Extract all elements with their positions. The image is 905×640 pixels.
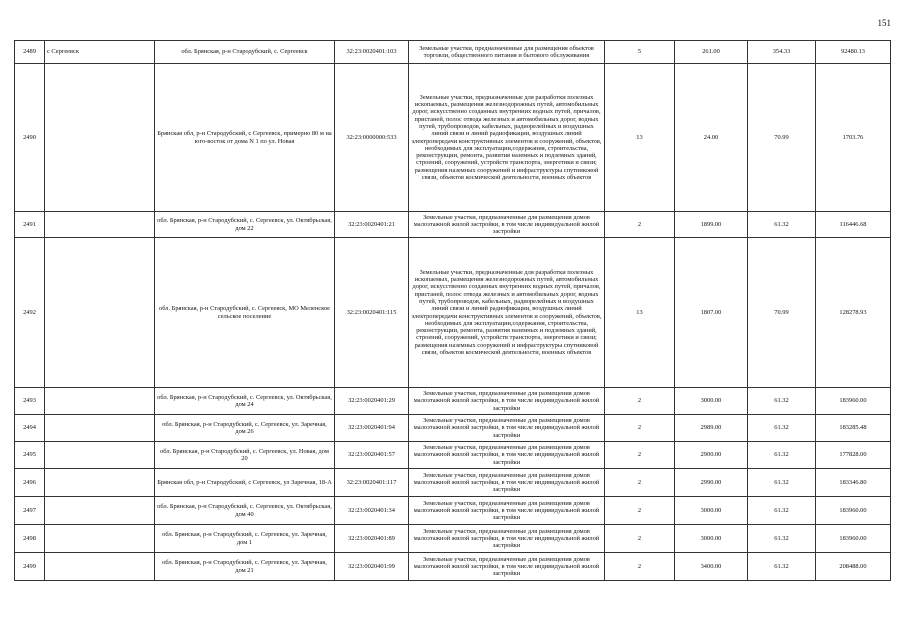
cadastral-number-cell: 32:23:0000000:533: [335, 64, 409, 212]
group-cell: 2: [605, 442, 675, 469]
address-cell: обл. Брянская, р-н Стародубский, с. Сергеевск, ул. Заречная, дом 21: [155, 553, 335, 581]
area-cell: 261.00: [675, 41, 748, 64]
specific-value-cell: 61.32: [748, 442, 816, 469]
specific-value-cell: 61.32: [748, 497, 816, 525]
specific-value-cell: 70.99: [748, 238, 816, 388]
cadastral-value-cell: 183346.80: [816, 469, 891, 497]
locality-cell: [45, 212, 155, 238]
group-cell: 13: [605, 64, 675, 212]
area-cell: 2990.00: [675, 469, 748, 497]
table-row: [15, 525, 891, 553]
table-row: [15, 415, 891, 442]
group-cell: 5: [605, 41, 675, 64]
cadastral-value-cell: 116446.68: [816, 212, 891, 238]
land-use-cell: Земельные участки, предназначенные для размещения домов малоэтажной жилой застройки, в том числе индивидуальной жилой застройки: [409, 212, 605, 238]
cadastral-value-cell: 92480.13: [816, 41, 891, 64]
land-use-cell: Земельные участки, предназначенные для размещения домов малоэтажной жилой застройки, в том числе индивидуальной жилой застройки: [409, 415, 605, 442]
land-use-cell: Земельные участки, предназначенные для размещения домов малоэтажной жилой застройки, в том числе индивидуальной жилой застройки: [409, 553, 605, 581]
cadastral-value-table: [14, 40, 891, 581]
address-cell: обл. Брянская, р-н Стародубский, с. Сергеевск, ул. Новая, дом 20: [155, 442, 335, 469]
table-row: [15, 64, 891, 212]
address-cell: обл. Брянская, р-н Стародубский, с. Сергеевск, ул. Заречная, дом 1: [155, 525, 335, 553]
land-use-cell: Земельные участки, предназначенные для размещения домов малоэтажной жилой застройки, в том числе индивидуальной жилой застройки: [409, 388, 605, 415]
table-row: [15, 442, 891, 469]
cadastral-value-cell: 183960.00: [816, 525, 891, 553]
area-cell: 1807.00: [675, 238, 748, 388]
row-number: 2498: [15, 525, 45, 553]
cadastral-value-cell: 208488.00: [816, 553, 891, 581]
specific-value-cell: 61.32: [748, 388, 816, 415]
cadastral-number-cell: 32:23:0020401:29: [335, 388, 409, 415]
locality-cell: [45, 442, 155, 469]
group-cell: 13: [605, 238, 675, 388]
locality-cell: [45, 238, 155, 388]
specific-value-cell: 61.32: [748, 553, 816, 581]
locality-cell: [45, 469, 155, 497]
area-cell: 1899.00: [675, 212, 748, 238]
cadastral-number-cell: 32:23:0020401:117: [335, 469, 409, 497]
row-number: 2494: [15, 415, 45, 442]
area-cell: 3400.00: [675, 553, 748, 581]
table-row: [15, 388, 891, 415]
area-cell: 3000.00: [675, 497, 748, 525]
row-number: 2489: [15, 41, 45, 64]
table-row: [15, 497, 891, 525]
address-cell: Брянская обл, р-н Стародубский, с Сергеевск, ул Заречная, 18-А: [155, 469, 335, 497]
specific-value-cell: 61.32: [748, 525, 816, 553]
cadastral-value-cell: 128278.93: [816, 238, 891, 388]
group-cell: 2: [605, 415, 675, 442]
group-cell: 2: [605, 469, 675, 497]
specific-value-cell: 61.32: [748, 415, 816, 442]
cadastral-number-cell: 32:23:0020401:57: [335, 442, 409, 469]
land-use-cell: Земельные участки, предназначенные для размещения объектов торговли, общественного питания и бытового обслуживания: [409, 41, 605, 64]
land-use-cell: Земельные участки, предназначенные для разработки полезных ископаемых, размещения железнодорожных путей, автомобильных дорог, искусственно созданных внутренних водных путей, причалов, пристаней, полос отвода железных и автомобильных дорог, водных путей, трубопроводов, кабельных, радиорелейных и воздушных линий связи и линий радиофикации, воздушных линий электропередачи конструктивных элементов и сооружений, объектов, необходимых для эксплуатации,содержания, строительства, реконструкции, ремонта, развития наземных и подземных зданий, строений, сооружений, устройств транспорта, энергетики и связи; размещения наземных сооружений и инфраструктуры спутниковой связи, объектов космической деятельности, военных объектов: [409, 238, 605, 388]
locality-cell: [45, 64, 155, 212]
cadastral-value-cell: 183285.48: [816, 415, 891, 442]
row-number: 2495: [15, 442, 45, 469]
group-cell: 2: [605, 212, 675, 238]
address-cell: обл. Брянская, р-н Стародубский, с. Сергеевск, МО Меленское сельское поселение: [155, 238, 335, 388]
address-cell: обл. Брянская, р-н Стародубский, с. Сергеевск, ул. Октябрьская, дом 40: [155, 497, 335, 525]
group-cell: 2: [605, 388, 675, 415]
area-cell: 2989.00: [675, 415, 748, 442]
group-cell: 2: [605, 525, 675, 553]
row-number: 2499: [15, 553, 45, 581]
land-use-cell: Земельные участки, предназначенные для размещения домов малоэтажной жилой застройки, в том числе индивидуальной жилой застройки: [409, 469, 605, 497]
locality-cell: [45, 553, 155, 581]
locality-cell: [45, 497, 155, 525]
group-cell: 2: [605, 497, 675, 525]
cadastral-number-cell: 32:23:0020401:103: [335, 41, 409, 64]
table-row: [15, 553, 891, 581]
cadastral-number-cell: 32:23:0020401:115: [335, 238, 409, 388]
row-number: 2496: [15, 469, 45, 497]
land-use-cell: Земельные участки, предназначенные для разработки полезных ископаемых, размещения железнодорожных путей, автомобильных дорог, искусственно созданных внутренних водных путей, причалов, пристаней, полос отвода железных и автомобильных дорог, водных путей, трубопроводов, кабельных, радиорелейных и воздушных линий связи и линий радиофикации, воздушных линий электропередачи конструктивных элементов и сооружений, объектов, необходимых для эксплуатации,содержания, строительства, реконструкции, ремонта, развития наземных и подземных зданий, строений, сооружений, устройств транспорта, энергетики и связи; размещения наземных сооружений и инфраструктуры спутниковой связи, объектов космической деятельности, военных объектов: [409, 64, 605, 212]
area-cell: 24.00: [675, 64, 748, 212]
cadastral-number-cell: 32:23:0020401:34: [335, 497, 409, 525]
row-number: 2490: [15, 64, 45, 212]
cadastral-number-cell: 32:23:0020401:94: [335, 415, 409, 442]
page-number: 151: [877, 18, 891, 28]
address-cell: обл. Брянская, р-н Стародубский, с. Сергеевск: [155, 41, 335, 64]
cadastral-number-cell: 32:23:0020401:99: [335, 553, 409, 581]
specific-value-cell: 354.33: [748, 41, 816, 64]
specific-value-cell: 61.32: [748, 469, 816, 497]
area-cell: 3000.00: [675, 525, 748, 553]
cadastral-value-cell: 1703.76: [816, 64, 891, 212]
land-use-cell: Земельные участки, предназначенные для размещения домов малоэтажной жилой застройки, в том числе индивидуальной жилой застройки: [409, 442, 605, 469]
row-number: 2491: [15, 212, 45, 238]
cadastral-value-cell: 177828.00: [816, 442, 891, 469]
table-row: [15, 41, 891, 64]
table-row: [15, 212, 891, 238]
row-number: 2493: [15, 388, 45, 415]
address-cell: обл. Брянская, р-н Стародубский, с. Сергеевск, ул. Заречная, дом 26: [155, 415, 335, 442]
area-cell: 2900.00: [675, 442, 748, 469]
land-use-cell: Земельные участки, предназначенные для размещения домов малоэтажной жилой застройки, в том числе индивидуальной жилой застройки: [409, 497, 605, 525]
specific-value-cell: 70.99: [748, 64, 816, 212]
cadastral-number-cell: 32:23:0020401:21: [335, 212, 409, 238]
address-cell: обл. Брянская, р-н Стародубский, с. Сергеевск, ул. Октябрьская, дом 22: [155, 212, 335, 238]
specific-value-cell: 61.32: [748, 212, 816, 238]
table-row: [15, 469, 891, 497]
address-cell: обл. Брянская, р-н Стародубский, с. Сергеевск, ул. Октябрьская, дом 24: [155, 388, 335, 415]
group-cell: 2: [605, 553, 675, 581]
cadastral-number-cell: 32:23:0020401:89: [335, 525, 409, 553]
cadastral-value-cell: 183960.00: [816, 497, 891, 525]
locality-cell: [45, 388, 155, 415]
locality-cell: с Сергеевск: [45, 41, 155, 64]
locality-cell: [45, 415, 155, 442]
locality-cell: [45, 525, 155, 553]
table-row: [15, 238, 891, 388]
land-use-cell: Земельные участки, предназначенные для размещения домов малоэтажной жилой застройки, в том числе индивидуальной жилой застройки: [409, 525, 605, 553]
cadastral-value-cell: 183960.00: [816, 388, 891, 415]
row-number: 2497: [15, 497, 45, 525]
row-number: 2492: [15, 238, 45, 388]
area-cell: 3000.00: [675, 388, 748, 415]
address-cell: Брянская обл, р-н Стародубский, с Сергеевск, примерно 80 м на юго-восток от дома N 1 по ул. Новая: [155, 64, 335, 212]
